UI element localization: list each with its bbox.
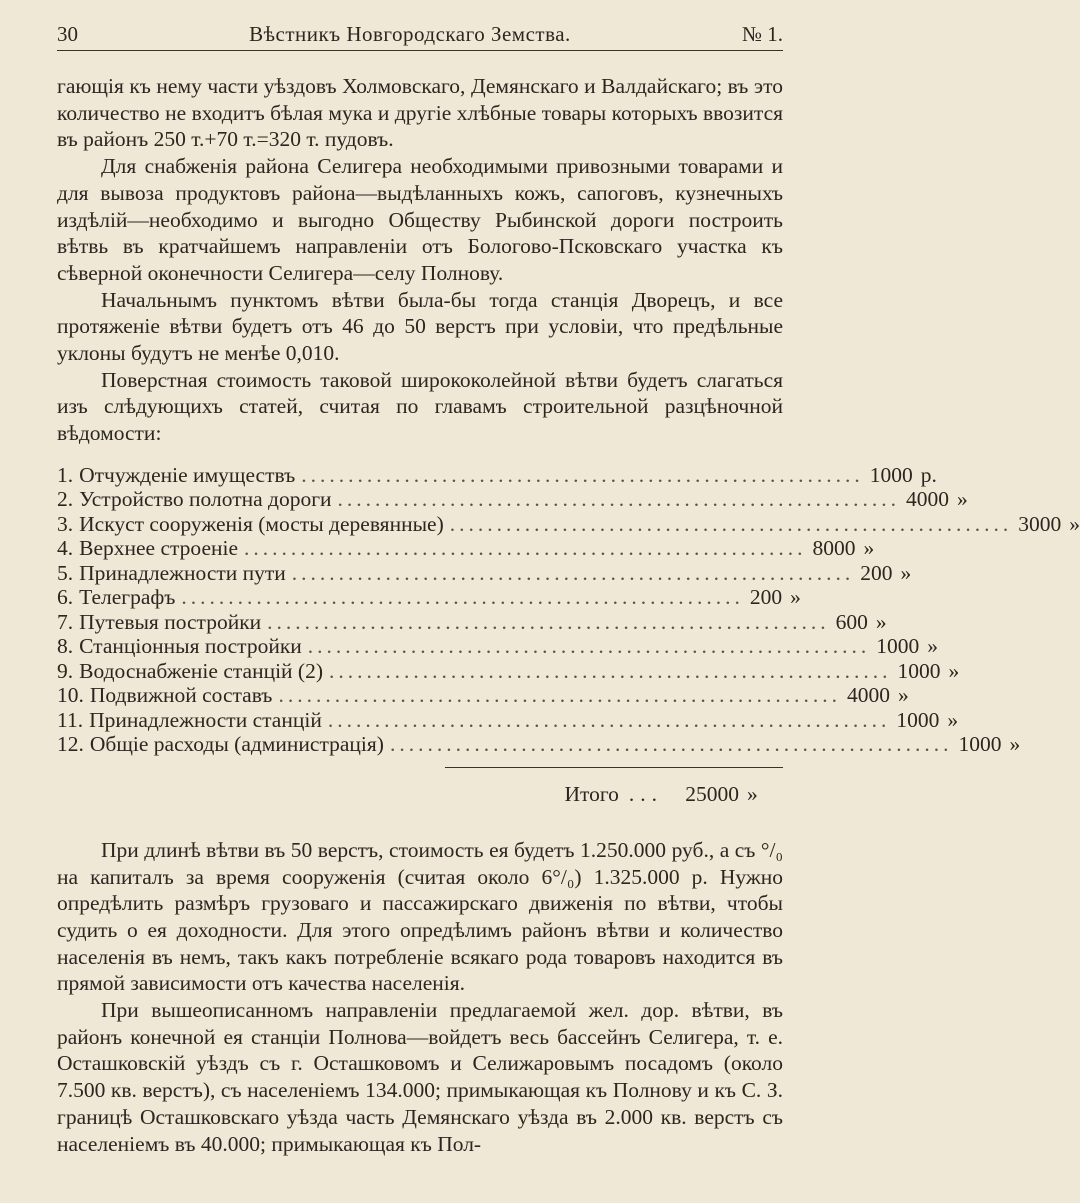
cost-item-number: 10.: [57, 683, 84, 708]
cost-item-number: 9.: [57, 658, 74, 683]
cost-item-value: 600: [835, 609, 868, 634]
cost-table: [57, 462, 1080, 757]
paragraph: Поверстная стоимость таковой ширококолейной вѣтви будетъ слагаться изъ слѣдующихъ статей, считая по главамъ строительной разцѣночной вѣдомости:: [57, 367, 783, 446]
leader-dots: ............................................................: [307, 634, 871, 659]
paragraph: При вышеописанномъ направленіи предлагаемой жел. дор. вѣтви, въ районъ конечной ея станціи Полнова—войдетъ весь бассейнъ Селигера, т. е. Осташковскій уѣздъ съ г. Осташковомъ и Селижаровымъ посадомъ (около 7.500 кв. верстъ), съ населеніемъ 134.000; примыкающая къ Полнову и къ С. З. границѣ Осташковскаго уѣзда часть Демянскаго уѣзда въ 2.000 кв. верстъ съ населеніемъ въ 40.000; примыкающая къ Пол-: [57, 998, 783, 1156]
paragraph: При длинѣ вѣтви въ 50 верстъ, стоимость ея будетъ 1.250.000 руб., а съ °/₀ на капиталъ за время сооруженія (считая около 6°/₀) 1.325.000 р. Нужно опредѣлить размѣръ грузоваго и пассажирскаго движенія по вѣтви, чтобы судить о ея доходности. Для этого опредѣлимъ районъ вѣтви и количество населенія въ немъ, такъ какъ потребленіе всякаго рода товаровъ находится въ прямой зависимости отъ качества населенія.: [57, 837, 783, 996]
cost-row: [57, 511, 1080, 537]
leader-dots: ............................................................: [449, 511, 1013, 536]
cost-item-value: 1000: [897, 658, 941, 683]
cost-row: [57, 462, 937, 488]
cost-row: [57, 560, 912, 586]
cost-item-number: 1.: [57, 462, 74, 487]
page-number: 30: [57, 22, 78, 46]
cost-row: [57, 732, 1021, 757]
cost-item-number: 5.: [57, 560, 74, 585]
cost-item-number: 12.: [57, 732, 84, 757]
cost-item-number: 11.: [57, 707, 84, 732]
cost-item-value: 200: [749, 585, 783, 610]
cost-item-number: 4.: [57, 536, 74, 561]
cost-item-number: 7.: [57, 609, 74, 634]
paragraph: гающія къ нему части уѣздовъ Холмовскаго, Демянскаго и Валдайскаго; въ это количество не входитъ бѣлая мука и другіе хлѣбные товары которыхъ ввозится въ районъ 250 т.+70 т.=320 т. пудовъ.: [57, 74, 783, 152]
cost-item-unit: »: [957, 487, 968, 512]
cost-item-value: 1000: [869, 462, 913, 487]
cost-item-unit: »: [790, 585, 801, 610]
paragraph: Начальнымъ пунктомъ вѣтви была-бы тогда станція Дворецъ, и все протяженіе вѣтви будетъ отъ 46 до 50 верстъ при условіи, что предѣльные уклоны будутъ не менѣе 0,010.: [57, 287, 783, 366]
cost-row: [57, 683, 909, 708]
cost-item-unit: »: [948, 658, 960, 683]
cost-item-label: Водоснабженіе станцій (2): [79, 658, 324, 683]
leader-dots: ............................................................: [267, 609, 830, 634]
cost-item-unit: »: [900, 560, 912, 585]
running-header: [57, 22, 783, 51]
cost-item-label: Путевыя постройки: [79, 609, 262, 634]
total-row: [57, 782, 783, 807]
cost-item-number: 2.: [57, 487, 74, 512]
leader-dots: ............................................................: [291, 560, 855, 585]
issue-number: № 1.: [741, 22, 783, 46]
cost-row: [57, 585, 801, 610]
cost-item-unit: »: [897, 683, 909, 708]
cost-item-value: 4000: [846, 683, 890, 708]
cost-item-unit: »: [1009, 732, 1021, 757]
cost-row: [57, 634, 939, 659]
total-label: Итого: [564, 781, 619, 806]
total-dots: ...: [628, 781, 663, 806]
total-unit: »: [747, 781, 758, 806]
paragraph: Для снабженія района Селигера необходимыми привозными товарами и для вывоза продуктовъ района—выдѣланныхъ кожъ, сапоговъ, кузнечныхъ издѣлій—необходимо и выгодно Обществу Рыбинской дороги построить вѣтвь въ кратчайшемъ направленіи отъ Бологово-Псковскаго участка къ сѣверной оконечности Селигера—селу Полнову.: [57, 154, 783, 285]
cost-item-label: Искуст сооруженія (мосты деревянные): [79, 511, 444, 536]
cost-item-unit: »: [947, 707, 959, 732]
cost-item-unit: »: [1069, 511, 1080, 536]
cost-item-value: 1000: [896, 707, 940, 732]
cost-item-label: Телеграфъ: [79, 585, 176, 610]
cost-row: [57, 609, 887, 635]
cost-item-unit: »: [875, 609, 887, 634]
leader-dots: ............................................................: [337, 487, 901, 512]
leader-dots: ............................................................: [389, 732, 953, 757]
leader-dots: ............................................................: [244, 536, 807, 561]
cost-row: [57, 707, 959, 733]
total-rule: [445, 767, 783, 768]
total-value: 25000: [685, 781, 739, 806]
leader-dots: ............................................................: [327, 707, 891, 732]
leader-dots: ............................................................: [278, 683, 841, 708]
cost-item-value: 8000: [812, 536, 856, 561]
cost-item-label: Станціонныя постройки: [79, 634, 302, 659]
closing-text: [57, 837, 783, 1157]
cost-item-value: 4000: [906, 487, 950, 512]
cost-row: [57, 658, 960, 684]
journal-title: Вѣстникъ Новгородскаго Земства.: [249, 22, 571, 46]
cost-item-value: 3000: [1018, 511, 1062, 536]
cost-item-label: Общіе расходы (администрація): [89, 732, 384, 757]
cost-item-label: Подвижной составъ: [89, 683, 273, 708]
leader-dots: ............................................................: [329, 658, 892, 683]
cost-item-unit: »: [863, 536, 875, 561]
cost-item-label: Принадлежности станцій: [89, 707, 322, 732]
cost-item-value: 1000: [876, 634, 920, 659]
leader-dots: ............................................................: [181, 585, 744, 610]
cost-item-value: 1000: [958, 732, 1002, 757]
cost-item-label: Принадлежности пути: [79, 560, 286, 585]
cost-item-label: Устройство полотна дороги: [79, 487, 332, 512]
leader-dots: ............................................................: [301, 462, 864, 487]
cost-item-unit: р.: [920, 462, 937, 487]
cost-row: [57, 487, 968, 512]
intro-text: [57, 73, 783, 447]
cost-item-number: 8.: [57, 634, 74, 659]
cost-item-number: 3.: [57, 511, 74, 536]
cost-item-number: 6.: [57, 585, 74, 610]
cost-item-label: Верхнее строеніе: [79, 536, 239, 561]
cost-row: [57, 536, 875, 561]
cost-item-value: 200: [860, 560, 893, 585]
cost-item-label: Отчужденіе имуществъ: [79, 462, 296, 487]
cost-item-unit: »: [927, 634, 939, 659]
